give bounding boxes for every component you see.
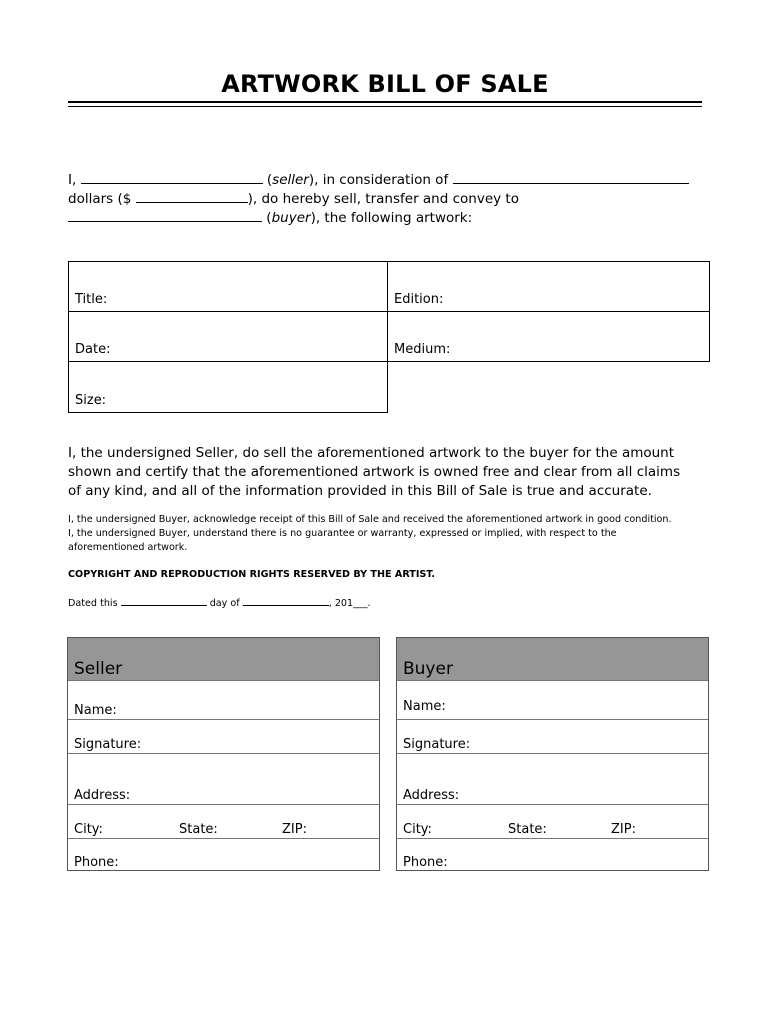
seller-box (67, 637, 380, 871)
intro-line-3: (buyer), the following artwork: (68, 209, 472, 228)
seller-name-blank[interactable] (81, 171, 263, 184)
artwork-title-field[interactable]: Title: (69, 262, 388, 312)
seller-signature-field[interactable]: Signature: (68, 720, 379, 754)
buyer-name-blank[interactable] (68, 209, 262, 222)
artwork-medium-field[interactable]: Medium: (388, 312, 710, 362)
seller-phone-field[interactable]: Phone: (74, 855, 119, 870)
seller-label: seller (272, 172, 309, 188)
seller-statement: I, the undersigned Seller, do sell the aforementioned artwork to the buyer for the amount shown and certify that the aforementioned artwork is owned free and clear from all claims of any kind, and all of the information provided in this Bill of Sale is true and accurate. (68, 445, 681, 499)
amount-words-blank[interactable] (453, 171, 689, 184)
seller-name-field[interactable]: Name: (68, 681, 379, 720)
buyer-box (396, 637, 709, 871)
title-rule-thin (68, 106, 702, 107)
intro-text: I, (68, 172, 77, 188)
buyer-zip-field[interactable]: ZIP: (611, 822, 636, 837)
seller-city-field[interactable]: City: (74, 822, 103, 837)
dated-line: Dated this day of , 201___. (68, 598, 371, 609)
buyer-signature-field[interactable]: Signature: (397, 720, 708, 754)
buyer-name-field[interactable]: Name: (397, 681, 708, 720)
seller-zip-field[interactable]: ZIP: (282, 822, 307, 837)
buyer-phone-field[interactable]: Phone: (403, 855, 448, 870)
dated-month-blank[interactable] (243, 596, 329, 606)
dated-day-blank[interactable] (121, 596, 207, 606)
document-title: ARTWORK BILL OF SALE (221, 70, 549, 98)
intro-line-1: I, (seller), in consideration of (68, 171, 689, 190)
intro-line-2: dollars ($ ), do hereby sell, transfer and convey to (68, 191, 519, 207)
buyer-address-field[interactable]: Address: (397, 754, 708, 805)
artwork-date-field[interactable]: Date: (69, 312, 388, 362)
seller-address-field[interactable]: Address: (68, 754, 379, 805)
amount-dollars-blank[interactable] (136, 190, 248, 203)
buyer-statement: I, the undersigned Buyer, acknowledge receipt of this Bill of Sale and received the aforementioned artwork in good condition. I, the undersigned Buyer, understand there is no guarantee or warranty, expressed or implied, with respect to the aforementioned artwork. (68, 514, 672, 553)
buyer-label: buyer (271, 210, 311, 226)
buyer-city-state-zip[interactable] (397, 805, 708, 839)
seller-city-state-zip[interactable] (68, 805, 379, 839)
seller-header: Seller (68, 638, 379, 681)
buyer-header: Buyer (397, 638, 708, 681)
artwork-edition-field[interactable]: Edition: (388, 262, 710, 312)
seller-state-field[interactable]: State: (179, 822, 218, 837)
buyer-state-field[interactable]: State: (508, 822, 547, 837)
buyer-city-field[interactable]: City: (403, 822, 432, 837)
artwork-details-table (68, 261, 710, 413)
title-rule-thick (68, 101, 702, 103)
copyright-notice: COPYRIGHT AND REPRODUCTION RIGHTS RESERVED BY THE ARTIST. (68, 569, 436, 580)
artwork-size-field[interactable]: Size: (69, 362, 388, 413)
